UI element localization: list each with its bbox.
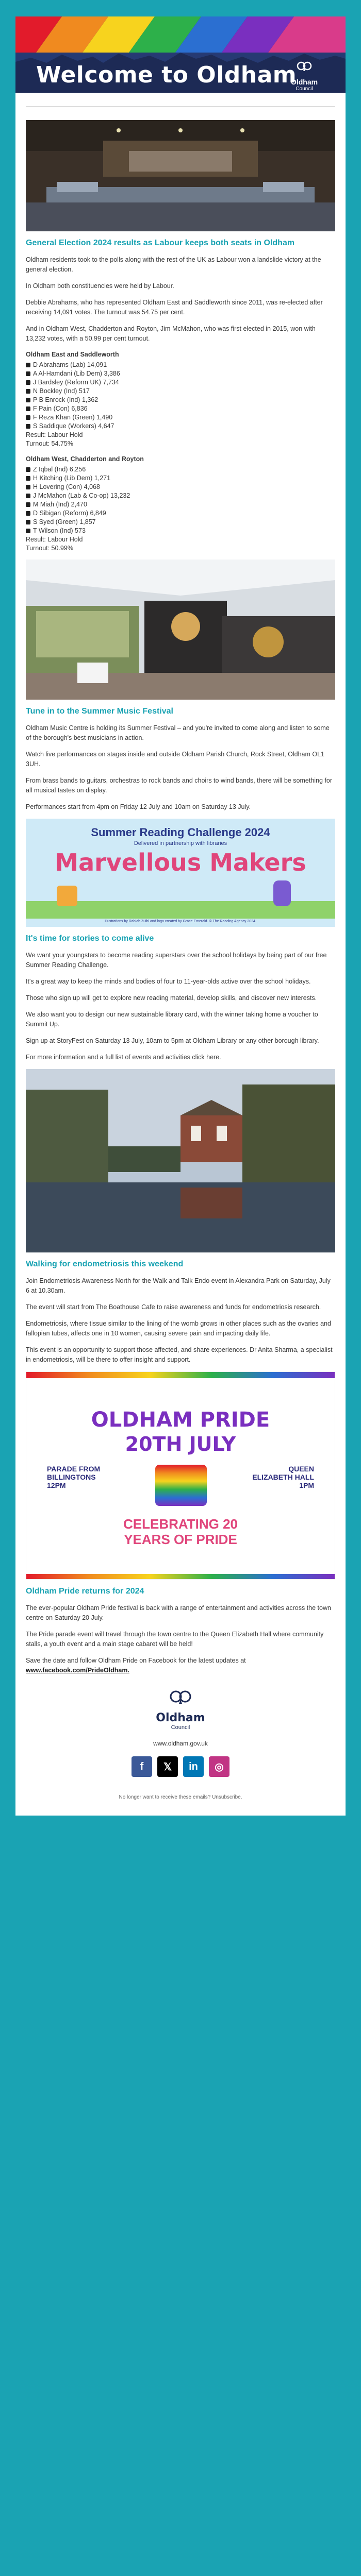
poster-bottom: CELEBRATING 20 YEARS OF PRIDE <box>123 1516 238 1547</box>
candidate-row <box>26 518 335 527</box>
ballot-box-icon <box>26 529 30 533</box>
poster-rainbow-bottom <box>26 1574 335 1579</box>
candidate-row <box>26 387 335 396</box>
footer-website[interactable]: www.oldham.gov.uk <box>153 1740 208 1747</box>
council-logo[interactable] <box>284 60 325 92</box>
ballot-box-icon <box>26 380 30 385</box>
ballot-box-icon <box>26 502 30 507</box>
poster-date: 20TH JULY <box>125 1433 236 1455</box>
footer <box>26 1682 335 1800</box>
results-title: Oldham East and Saddleworth <box>26 351 119 358</box>
ballot-box-icon <box>26 398 30 402</box>
candidate-text: H Lovering (Con) 4,068 <box>33 483 100 490</box>
candidate-text: A Al-Hamdani (Lib Dem) 3,386 <box>33 370 120 377</box>
candidate-text: F Reza Khan (Green) 1,490 <box>33 414 113 421</box>
oldham-pride-poster <box>26 1371 335 1580</box>
article-paragraph: We also want you to design our new sustainable library card, with the winner taking home a voucher to Summit Up. <box>26 1011 318 1028</box>
article-oldham-pride <box>26 1371 335 1675</box>
poster-rainbow-band <box>26 1372 335 1378</box>
ballot-box-icon <box>26 415 30 420</box>
candidate-row <box>26 492 335 500</box>
candidate-row <box>26 404 335 413</box>
instagram-icon[interactable]: ◎ <box>209 1756 229 1777</box>
banner-kid <box>273 880 291 906</box>
logo-name: Oldham <box>290 78 318 86</box>
candidate-text: S Syed (Green) 1,857 <box>33 518 96 526</box>
article-paragraph: Oldham Music Centre is holding its Summer Festival – and you're invited to come along and listen to some of the borough's best musicians in action. <box>26 724 330 741</box>
banner-subtitle: Delivered in partnership with libraries <box>134 840 227 846</box>
article-election <box>26 120 335 553</box>
result-line: Result: Labour Hold <box>26 536 83 543</box>
turnout-line: Turnout: 50.99% <box>26 545 73 552</box>
article-paragraph: The ever-popular Oldham Pride festival is back with a range of entertainment and activities across the town centre on Saturday 20 July. <box>26 1604 331 1621</box>
candidate-text: H Kitching (Lib Dem) 1,271 <box>33 474 111 482</box>
election-count-hall-image <box>26 120 335 231</box>
candidate-text: D Abrahams (Lab) 14,091 <box>33 361 107 368</box>
candidate-text: F Pain (Con) 6,836 <box>33 405 88 412</box>
article-heading: It's time for stories to come alive <box>26 934 154 943</box>
article-paragraph: Those who sign up will get to explore new reading material, develop skills, and discover new interests. <box>26 994 317 1002</box>
banner-credit: Illustrations by Rabiah Zuibi and logo created by Grace Emerald. © The Reading Agency 2024. <box>105 920 256 923</box>
candidate-row <box>26 500 335 509</box>
results-west <box>26 455 335 553</box>
pride-facebook-link[interactable]: www.facebook.com/PrideOldham. <box>26 1667 129 1674</box>
article-paragraph: We want your youngsters to become reading superstars over the school holidays by being part of our free Summer Reading Challenge. <box>26 952 327 969</box>
article-paragraph: Performances start from 4pm on Friday 12 July and 10am on Saturday 13 July. <box>26 803 251 810</box>
banner-main: Marvellous Makers <box>55 849 306 876</box>
candidate-row <box>26 413 335 422</box>
ballot-box-icon <box>26 363 30 367</box>
article-paragraph: For more information and a full list of events and activities click here. <box>26 1054 221 1061</box>
poster-right: QUEEN ELIZABETH HALL 1PM <box>252 1465 314 1489</box>
logo-sub: Council <box>296 86 313 92</box>
candidate-row <box>26 527 335 535</box>
ballot-box-icon <box>26 476 30 481</box>
ballot-box-icon <box>26 424 30 429</box>
footer-logo-name: Oldham <box>156 1711 205 1724</box>
social-links <box>26 1756 335 1777</box>
candidate-text: N Bockley (Ind) 517 <box>33 387 90 395</box>
candidate-text: T Wilson (Ind) 573 <box>33 527 86 534</box>
page-title: Welcome to Oldham <box>36 62 297 88</box>
article-paragraph: Sign up at StoryFest on Saturday 13 July, 10am to 5pm at Oldham Library or any other borough library. <box>26 1037 319 1044</box>
ballot-box-icon <box>26 467 30 472</box>
results-title: Oldham West, Chadderton and Royton <box>26 455 144 463</box>
article-paragraph: And in Oldham West, Chadderton and Royton, Jim McMahon, who was first elected in 2015, won with 13,232 votes, with a 50.99 per cent turnout. <box>26 325 316 342</box>
owl-logo-icon <box>168 1687 193 1709</box>
article-paragraph: Endometriosis, where tissue similar to the lining of the womb grows in other places such as the ovaries and fallopian tubes, affects one in 10 women, causing severe pain and impacting daily life. <box>26 1320 331 1337</box>
article-heading: Walking for endometriosis this weekend <box>26 1260 184 1268</box>
x-icon[interactable]: 𝕏 <box>157 1756 178 1777</box>
ballot-box-icon <box>26 485 30 489</box>
article-heading: Tune in to the Summer Music Festival <box>26 707 173 716</box>
footer-logo[interactable] <box>26 1687 335 1731</box>
poster-cake <box>155 1465 207 1506</box>
article-music-festival <box>26 560 335 812</box>
article-paragraph: Debbie Abrahams, who has represented Oldham East and Saddleworth since 2011, was re-elected after receiving 14,091 votes. The turnout was 54.75 per cent. <box>26 299 323 316</box>
article-paragraph: The event will start from The Boathouse Cafe to raise awareness and funds for endometriosis research. <box>26 1303 321 1311</box>
turnout-line: Turnout: 54.75% <box>26 440 73 447</box>
candidate-text: J Bardsley (Reform UK) 7,734 <box>33 379 119 386</box>
ballot-box-icon <box>26 494 30 498</box>
owl-logo-icon <box>296 60 313 75</box>
candidate-row <box>26 422 335 431</box>
article-endometriosis-walk <box>26 1069 335 1365</box>
candidate-row <box>26 474 335 483</box>
email-frame <box>15 0 346 1816</box>
divider <box>26 106 335 107</box>
result-line: Result: Labour Hold <box>26 431 83 438</box>
ballot-box-icon <box>26 389 30 394</box>
candidate-row <box>26 396 335 404</box>
candidate-text: M Miah (Ind) 2,470 <box>33 501 87 508</box>
candidate-text: J McMahon (Lab & Co-op) 13,232 <box>33 492 130 499</box>
results-east <box>26 350 335 448</box>
article-summer-reading <box>26 819 335 1062</box>
article-paragraph: Watch live performances on stages inside and outside Oldham Parish Church, Rock Street, Oldham OL1 3UH. <box>26 751 324 768</box>
candidate-row <box>26 369 335 378</box>
poster-left: PARADE FROM BILLINGTONS 12PM <box>47 1465 101 1489</box>
candidate-text: P B Enrock (Ind) 1,362 <box>33 396 99 403</box>
linkedin-icon[interactable]: in <box>183 1756 204 1777</box>
article-heading: Oldham Pride returns for 2024 <box>26 1587 144 1596</box>
header-banner <box>15 16 346 93</box>
ballot-box-icon <box>26 511 30 516</box>
email-content <box>15 93 346 1816</box>
candidate-row <box>26 361 335 369</box>
unsubscribe-text[interactable]: No longer want to receive these emails? Unsubscribe. <box>119 1794 242 1800</box>
candidate-text: S Saddique (Workers) 4,647 <box>33 422 114 430</box>
article-paragraph: Oldham residents took to the polls along with the rest of the UK as Labour won a landslide victory at the general election. <box>26 256 321 273</box>
article-paragraph: From brass bands to guitars, orchestras to rock bands and choirs to wind bands, there will be something for all musical tastes on display. <box>26 777 333 794</box>
candidate-row <box>26 465 335 474</box>
article-paragraph: Join Endometriosis Awareness North for the Walk and Talk Endo event in Alexandra Park on Saturday, July 6 at 10.30am. <box>26 1277 331 1294</box>
banner-title: Summer Reading Challenge 2024 <box>91 826 270 839</box>
candidate-row <box>26 378 335 387</box>
candidate-row <box>26 483 335 492</box>
ballot-box-icon <box>26 406 30 411</box>
footer-logo-sub: Council <box>171 1724 190 1731</box>
facebook-icon[interactable]: f <box>132 1756 152 1777</box>
article-heading: General Election 2024 results as Labour keeps both seats in Oldham <box>26 239 295 247</box>
article-paragraph: The Pride parade event will travel through the town centre to the Queen Elizabeth Hall where community stalls, a youth event and a main stage cabaret will be held! <box>26 1631 324 1648</box>
candidate-row <box>26 509 335 518</box>
poster-title: OLDHAM PRIDE <box>91 1408 270 1432</box>
rainbow-stripes <box>15 16 346 53</box>
article-paragraph <box>26 1656 335 1675</box>
article-text: Save the date and follow Oldham Pride on Facebook for the latest updates at <box>26 1657 246 1664</box>
candidate-text: Z Iqbal (Ind) 6,256 <box>33 466 86 473</box>
banner-robot <box>57 886 77 906</box>
park-boathouse-lake-image <box>26 1069 335 1252</box>
article-paragraph: In Oldham both constituencies were held by Labour. <box>26 282 174 290</box>
orchestra-in-marquee-image <box>26 560 335 700</box>
ballot-box-icon <box>26 520 30 524</box>
summer-reading-banner <box>26 819 335 927</box>
article-paragraph: It's a great way to keep the minds and bodies of four to 11-year-olds active over the school holidays. <box>26 978 311 985</box>
article-paragraph: This event is an opportunity to support those affected, and share experiences. Dr Anita Sharma, a specialist in endometriosis, will be there to offer insight and support. <box>26 1346 333 1363</box>
candidate-text: D Sibigan (Reform) 6,849 <box>33 510 106 517</box>
ballot-box-icon <box>26 371 30 376</box>
